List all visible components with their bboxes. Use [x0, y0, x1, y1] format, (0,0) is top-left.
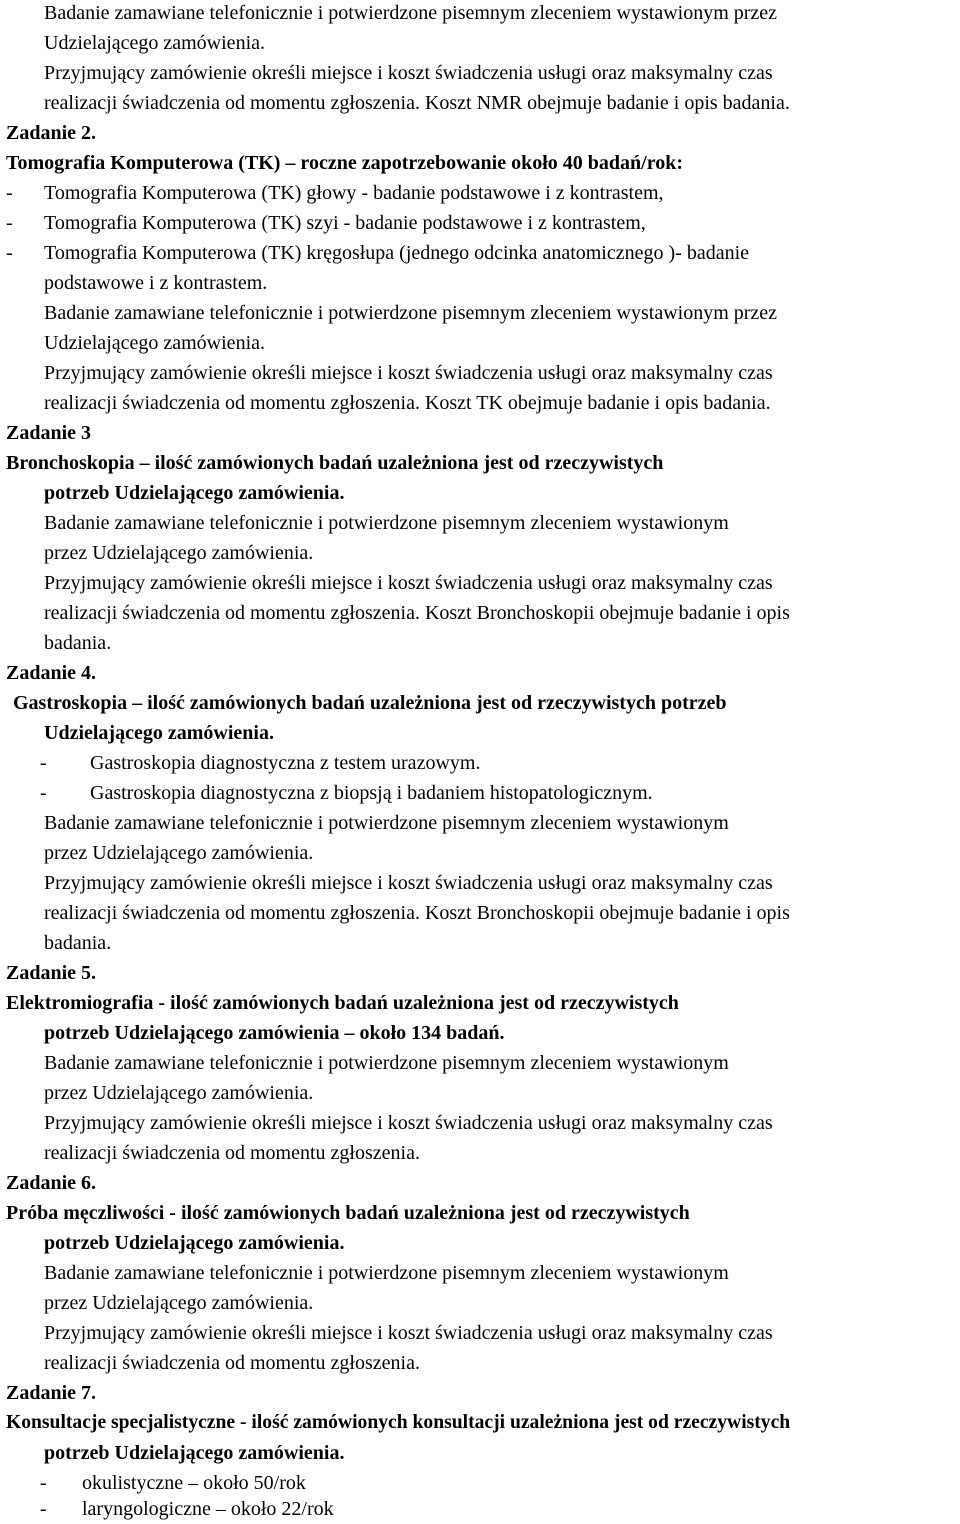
task-7-title: Konsultacje specjalistyczne - ilość zamówionych konsultacji uzależniona jest od rzeczywistych [6, 1412, 791, 1433]
order-note-cont: Udzielającego zamówienia. [44, 32, 265, 54]
provider-note-cont: realizacji świadczenia od momentu zgłoszenia. [44, 1142, 420, 1164]
order-note-cont: przez Udzielającego zamówienia. [44, 542, 314, 564]
list-item [40, 1494, 940, 1524]
provider-note: Przyjmujący zamówienie określi miejsce i koszt świadczenia usługi oraz maksymalny czas [44, 62, 773, 84]
list-item [6, 238, 946, 268]
order-note-cont: Udzielającego zamówienia. [44, 332, 265, 354]
list-dash: - [40, 782, 47, 804]
provider-note-cont: realizacji świadczenia od momentu zgłoszenia. Koszt Bronchoskopii obejmuje badanie i opis [44, 902, 790, 924]
list-item-text: laryngologiczne – około 22/rok [82, 1498, 334, 1520]
provider-note-cont: realizacji świadczenia od momentu zgłoszenia. Koszt Bronchoskopii obejmuje badanie i opis [44, 602, 790, 624]
task-4-title-cont: Udzielającego zamówienia. [44, 722, 274, 744]
order-note: Badanie zamawiane telefonicznie i potwierdzone pisemnym zleceniem wystawionym [44, 1262, 729, 1284]
order-note-cont: przez Udzielającego zamówienia. [44, 1082, 314, 1104]
task-7-title-cont: potrzeb Udzielającego zamówienia. [44, 1442, 345, 1464]
provider-note: Przyjmujący zamówienie określi miejsce i koszt świadczenia usługi oraz maksymalny czas [44, 362, 773, 384]
list-item-text: Tomografia Komputerowa (TK) głowy - badanie podstawowe i z kontrastem, [44, 182, 664, 204]
order-note: Badanie zamawiane telefonicznie i potwierdzone pisemnym zleceniem wystawionym [44, 512, 729, 534]
order-note: Badanie zamawiane telefonicznie i potwierdzone pisemnym zleceniem wystawionym przez [44, 302, 778, 324]
task-4-heading: Zadanie 4. [6, 662, 97, 684]
provider-note-cont: realizacji świadczenia od momentu zgłoszenia. Koszt TK obejmuje badanie i opis badania. [44, 392, 771, 414]
list-dash: - [6, 182, 13, 204]
order-note-cont: przez Udzielającego zamówienia. [44, 1292, 314, 1314]
provider-note: Przyjmujący zamówienie określi miejsce i koszt świadczenia usługi oraz maksymalny czas [44, 1112, 773, 1134]
task-6-title-cont: potrzeb Udzielającego zamówienia. [44, 1232, 345, 1254]
list-item-text: Tomografia Komputerowa (TK) kręgosłupa (jednego odcinka anatomicznego )- badanie [44, 242, 749, 264]
order-note: Badanie zamawiane telefonicznie i potwierdzone pisemnym zleceniem wystawionym [44, 1052, 729, 1074]
list-dash: - [6, 242, 13, 264]
list-item [6, 208, 946, 238]
list-item [40, 748, 940, 778]
provider-note: Przyjmujący zamówienie określi miejsce i koszt świadczenia usługi oraz maksymalny czas [44, 872, 773, 894]
list-dash: - [40, 1472, 47, 1494]
task-6-heading: Zadanie 6. [6, 1172, 97, 1194]
provider-note: Przyjmujący zamówienie określi miejsce i koszt świadczenia usługi oraz maksymalny czas [44, 572, 773, 594]
task-6-title: Próba męczliwości - ilość zamówionych badań uzależniona jest od rzeczywistych [6, 1202, 690, 1224]
task-3-title-cont: potrzeb Udzielającego zamówienia. [44, 482, 345, 504]
order-note-cont: przez Udzielającego zamówienia. [44, 842, 314, 864]
task-2-heading: Zadanie 2. [6, 122, 97, 144]
list-item-text: Tomografia Komputerowa (TK) szyi - badanie podstawowe i z kontrastem, [44, 212, 646, 234]
task-2-title: Tomografia Komputerowa (TK) – roczne zapotrzebowanie około 40 badań/rok: [6, 152, 684, 174]
provider-note-end: badania. [44, 632, 112, 654]
provider-note: Przyjmujący zamówienie określi miejsce i koszt świadczenia usługi oraz maksymalny czas [44, 1322, 773, 1344]
list-item-cont: podstawowe i z kontrastem. [44, 272, 268, 294]
task-5-title-cont: potrzeb Udzielającego zamówienia – około 134 badań. [44, 1022, 505, 1044]
order-note: Badanie zamawiane telefonicznie i potwierdzone pisemnym zleceniem wystawionym [44, 812, 729, 834]
provider-note-end: badania. [44, 932, 112, 954]
list-item-text: Gastroskopia diagnostyczna z biopsją i badaniem histopatologicznym. [90, 782, 653, 804]
task-4-title: Gastroskopia – ilość zamówionych badań uzależniona jest od rzeczywistych potrzeb [13, 692, 727, 714]
list-item-text: Gastroskopia diagnostyczna z testem urazowym. [90, 752, 481, 774]
task-7-heading: Zadanie 7. [6, 1382, 97, 1404]
provider-note-cont: realizacji świadczenia od momentu zgłoszenia. Koszt NMR obejmuje badanie i opis badania. [44, 92, 790, 114]
task-3-title: Bronchoskopia – ilość zamówionych badań uzależniona jest od rzeczywistych [6, 452, 664, 474]
list-item [40, 778, 940, 808]
list-item-text: okulistyczne – około 50/rok [82, 1472, 306, 1494]
list-dash: - [40, 1498, 47, 1520]
order-note: Badanie zamawiane telefonicznie i potwierdzone pisemnym zleceniem wystawionym przez [44, 2, 778, 24]
list-item [6, 178, 946, 208]
task-5-heading: Zadanie 5. [6, 962, 97, 984]
provider-note-cont: realizacji świadczenia od momentu zgłoszenia. [44, 1352, 420, 1374]
list-dash: - [6, 212, 13, 234]
task-5-title: Elektromiografia - ilość zamówionych badań uzależniona jest od rzeczywistych [6, 992, 679, 1014]
list-dash: - [40, 752, 47, 774]
task-3-heading: Zadanie 3 [6, 422, 92, 444]
